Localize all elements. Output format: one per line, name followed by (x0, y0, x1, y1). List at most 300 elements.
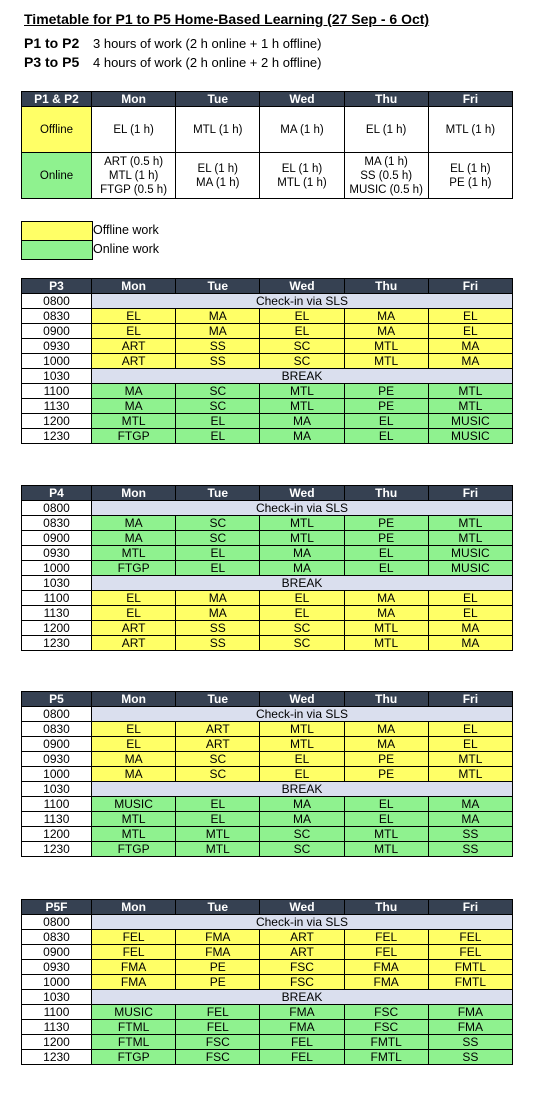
p1-p2-cell (176, 153, 260, 199)
subject-cell: FMTL (344, 1050, 428, 1065)
subject-cell: SC (176, 767, 260, 782)
subject-cell: FTGP (92, 429, 176, 444)
time-cell: 1130 (22, 1020, 92, 1035)
time-row (22, 737, 513, 752)
subject-cell: FEL (344, 930, 428, 945)
day-header: Fri (428, 692, 512, 707)
subject-cell: SS (176, 354, 260, 369)
subject-cell: MTL (92, 414, 176, 429)
subject-cell: MA (92, 752, 176, 767)
subject-cell: MA (344, 737, 428, 752)
subject-cell: EL (92, 722, 176, 737)
subject-cell: MTL (260, 531, 344, 546)
subject-cell: MA (260, 429, 344, 444)
subject-cell: EL (176, 561, 260, 576)
timetable-p3 (21, 278, 513, 444)
mode-label: Online (22, 153, 92, 199)
subject-cell: FMA (344, 960, 428, 975)
subject-line: PE (1 h) (449, 176, 492, 189)
subject-cell: ART (92, 339, 176, 354)
subject-cell: EL (92, 309, 176, 324)
subject-cell: PE (344, 399, 428, 414)
subject-cell: MA (92, 384, 176, 399)
subject-cell: FEL (260, 1035, 344, 1050)
p1-p2-cell (344, 153, 428, 199)
subject-cell: SC (260, 827, 344, 842)
time-cell: 1230 (22, 429, 92, 444)
subject-cell: SS (428, 1050, 512, 1065)
time-cell: 0830 (22, 722, 92, 737)
day-header: Mon (92, 279, 176, 294)
subject-cell: MTL (92, 812, 176, 827)
day-header: Fri (428, 900, 512, 915)
info-text: 4 hours of work (2 h online + 2 h offline) (93, 55, 322, 70)
time-row (22, 309, 513, 324)
p1-p2-row-online (22, 153, 513, 199)
subject-cell: EL (260, 767, 344, 782)
subject-cell: SS (428, 842, 512, 857)
subject-cell: ART (92, 636, 176, 651)
subject-cell: MTL (344, 842, 428, 857)
subject-cell: MA (176, 324, 260, 339)
subject-cell: FMA (92, 960, 176, 975)
subject-cell: FEL (92, 945, 176, 960)
subject-cell: MTL (260, 516, 344, 531)
day-header: Thu (344, 92, 428, 107)
time-row (22, 797, 513, 812)
day-header: Tue (176, 92, 260, 107)
time-row (22, 576, 513, 591)
subject-cell: MTL (344, 339, 428, 354)
subject-cell: FMA (260, 1020, 344, 1035)
subject-cell: MA (92, 399, 176, 414)
subject-cell: EL (92, 606, 176, 621)
subject-cell: SS (428, 827, 512, 842)
time-cell: 0930 (22, 339, 92, 354)
legend-label: Offline work (93, 223, 159, 237)
info-level: P1 to P2 (24, 35, 80, 51)
time-row (22, 384, 513, 399)
time-cell: 1030 (22, 369, 92, 384)
subject-cell: SC (260, 621, 344, 636)
time-row (22, 975, 513, 990)
day-header: Wed (260, 92, 344, 107)
timetable-p5 (21, 691, 513, 857)
subject-cell: FSC (176, 1035, 260, 1050)
p1-p2-header: P1 & P2 (22, 92, 92, 107)
subject-line: EL (1 h) (365, 123, 407, 136)
subject-cell: PE (344, 752, 428, 767)
level-header: P4 (22, 486, 92, 501)
time-row (22, 842, 513, 857)
time-cell: 1030 (22, 990, 92, 1005)
subject-cell: SC (176, 384, 260, 399)
time-cell: 1200 (22, 827, 92, 842)
subject-cell: FEL (344, 945, 428, 960)
time-cell: 0800 (22, 501, 92, 516)
subject-cell: EL (344, 429, 428, 444)
subject-cell: EL (260, 591, 344, 606)
time-cell: 1000 (22, 975, 92, 990)
subject-cell: ART (92, 621, 176, 636)
subject-cell: SC (176, 516, 260, 531)
subject-cell: MUSIC (92, 1005, 176, 1020)
subject-cell: MA (428, 354, 512, 369)
time-cell: 0930 (22, 546, 92, 561)
time-row (22, 930, 513, 945)
subject-cell: EL (176, 429, 260, 444)
subject-cell: MTL (176, 827, 260, 842)
time-row (22, 414, 513, 429)
subject-cell: EL (344, 812, 428, 827)
break-cell: BREAK (92, 782, 513, 797)
time-row (22, 1035, 513, 1050)
page-title: Timetable for P1 to P5 Home-Based Learning (27 Sep - 6 Oct) (24, 11, 430, 27)
day-header: Thu (344, 900, 428, 915)
subject-cell: MTL (428, 767, 512, 782)
subject-cell: FEL (260, 1050, 344, 1065)
subject-cell: EL (92, 737, 176, 752)
subject-cell: MTL (344, 827, 428, 842)
time-cell: 1130 (22, 812, 92, 827)
time-row (22, 945, 513, 960)
time-cell: 1230 (22, 842, 92, 857)
subject-cell: MA (344, 309, 428, 324)
timetable-p5f (21, 899, 513, 1065)
time-cell: 0930 (22, 960, 92, 975)
subject-cell: MA (344, 591, 428, 606)
subject-cell: MTL (260, 722, 344, 737)
subject-cell: FMTL (428, 960, 512, 975)
subject-cell: EL (428, 722, 512, 737)
level-header: P5F (22, 900, 92, 915)
day-header: Fri (428, 486, 512, 501)
subject-cell: MA (344, 722, 428, 737)
time-row (22, 501, 513, 516)
subject-cell: MA (260, 561, 344, 576)
subject-line: SS (0.5 h) (360, 169, 413, 182)
subject-cell: MA (176, 606, 260, 621)
time-cell: 0800 (22, 915, 92, 930)
time-row (22, 591, 513, 606)
subject-cell: MA (428, 797, 512, 812)
subject-cell: FTML (92, 1035, 176, 1050)
time-row (22, 767, 513, 782)
day-header: Wed (260, 692, 344, 707)
subject-cell: FMA (428, 1020, 512, 1035)
subject-cell: FMA (92, 975, 176, 990)
subject-cell: FMA (176, 945, 260, 960)
time-cell: 1000 (22, 767, 92, 782)
legend-label: Online work (93, 242, 159, 256)
info-line-p1-p2 (24, 35, 321, 51)
time-row (22, 915, 513, 930)
subject-cell: EL (260, 324, 344, 339)
check-in-cell: Check-in via SLS (92, 915, 513, 930)
subject-line: MUSIC (0.5 h) (349, 183, 423, 196)
subject-cell: PE (176, 975, 260, 990)
subject-cell: MA (428, 621, 512, 636)
subject-cell: MTL (92, 546, 176, 561)
time-row (22, 707, 513, 722)
subject-line: ART (0.5 h) (104, 155, 164, 168)
subject-cell: MA (176, 591, 260, 606)
time-cell: 0930 (22, 752, 92, 767)
time-cell: 0900 (22, 737, 92, 752)
subject-cell: MA (92, 767, 176, 782)
subject-cell: SS (176, 636, 260, 651)
subject-cell: PE (344, 531, 428, 546)
p1-p2-cell (428, 153, 512, 199)
subject-cell: EL (344, 546, 428, 561)
subject-cell: MA (260, 546, 344, 561)
subject-cell: SC (176, 752, 260, 767)
subject-cell: MUSIC (428, 429, 512, 444)
level-header: P3 (22, 279, 92, 294)
subject-cell: MA (92, 531, 176, 546)
subject-cell: FMA (260, 1005, 344, 1020)
p1-p2-cell (428, 107, 512, 153)
subject-cell: FMTL (344, 1035, 428, 1050)
subject-cell: SS (176, 339, 260, 354)
subject-cell: PE (176, 960, 260, 975)
time-row (22, 294, 513, 309)
time-row (22, 752, 513, 767)
subject-cell: FSC (176, 1050, 260, 1065)
subject-cell: EL (344, 414, 428, 429)
time-row (22, 722, 513, 737)
subject-cell: FMTL (428, 975, 512, 990)
subject-cell: ART (260, 945, 344, 960)
subject-line: EL (1 h) (281, 162, 323, 175)
subject-cell: MUSIC (428, 546, 512, 561)
subject-cell: EL (176, 812, 260, 827)
subject-cell: MA (260, 812, 344, 827)
day-header: Tue (176, 692, 260, 707)
day-header: Mon (92, 92, 176, 107)
time-cell: 1100 (22, 384, 92, 399)
subject-cell: ART (92, 354, 176, 369)
time-cell: 0830 (22, 516, 92, 531)
time-row (22, 369, 513, 384)
info-line-p3-p5 (24, 54, 321, 70)
subject-cell: FEL (92, 930, 176, 945)
subject-cell: FEL (428, 945, 512, 960)
time-cell: 0830 (22, 309, 92, 324)
subject-cell: MTL (176, 842, 260, 857)
subject-cell: MTL (428, 516, 512, 531)
subject-cell: EL (260, 752, 344, 767)
time-row (22, 606, 513, 621)
time-row (22, 561, 513, 576)
subject-cell: FEL (176, 1020, 260, 1035)
subject-cell: FEL (428, 930, 512, 945)
time-row (22, 1020, 513, 1035)
subject-cell: FTML (92, 1020, 176, 1035)
time-cell: 0830 (22, 930, 92, 945)
subject-cell: FTGP (92, 842, 176, 857)
subject-line: MTL (1 h) (193, 123, 243, 136)
p1-p2-weekly-table (21, 91, 513, 199)
p1-p2-cell (260, 153, 344, 199)
subject-cell: FMA (428, 1005, 512, 1020)
time-cell: 1200 (22, 621, 92, 636)
subject-cell: MA (428, 636, 512, 651)
p1-p2-row-offline (22, 107, 513, 153)
subject-cell: MA (344, 606, 428, 621)
subject-cell: SC (176, 399, 260, 414)
subject-cell: FSC (260, 960, 344, 975)
subject-cell: PE (344, 767, 428, 782)
day-header: Thu (344, 692, 428, 707)
subject-cell: EL (92, 591, 176, 606)
break-cell: BREAK (92, 576, 513, 591)
time-cell: 1130 (22, 606, 92, 621)
day-header: Thu (344, 486, 428, 501)
time-cell: 1000 (22, 354, 92, 369)
subject-cell: SS (428, 1035, 512, 1050)
mode-label: Offline (22, 107, 92, 153)
time-row (22, 324, 513, 339)
time-row (22, 429, 513, 444)
time-cell: 1130 (22, 399, 92, 414)
p1-p2-cell (176, 107, 260, 153)
subject-cell: SC (260, 842, 344, 857)
p1-p2-cell (344, 107, 428, 153)
subject-line: EL (1 h) (113, 123, 154, 136)
time-cell: 1200 (22, 1035, 92, 1050)
subject-cell: EL (428, 309, 512, 324)
subject-cell: EL (344, 797, 428, 812)
time-row (22, 1050, 513, 1065)
time-row (22, 960, 513, 975)
subject-line: EL (1 h) (197, 162, 239, 175)
subject-cell: MUSIC (428, 561, 512, 576)
level-header: P5 (22, 692, 92, 707)
day-header: Wed (260, 279, 344, 294)
subject-cell: MTL (344, 636, 428, 651)
check-in-cell: Check-in via SLS (92, 501, 513, 516)
subject-cell: EL (260, 309, 344, 324)
subject-cell: MTL (428, 531, 512, 546)
subject-cell: FMA (176, 930, 260, 945)
subject-line: MA (1 h) (364, 155, 408, 168)
day-header: Tue (176, 279, 260, 294)
time-row (22, 782, 513, 797)
subject-cell: SS (176, 621, 260, 636)
time-cell: 1200 (22, 414, 92, 429)
day-header: Mon (92, 486, 176, 501)
info-text: 3 hours of work (2 h online + 1 h offline) (93, 36, 322, 51)
info-level: P3 to P5 (24, 54, 80, 70)
time-row (22, 827, 513, 842)
subject-cell: EL (176, 414, 260, 429)
time-cell: 0900 (22, 945, 92, 960)
time-row (22, 990, 513, 1005)
time-cell: 1030 (22, 576, 92, 591)
subject-cell: EL (428, 606, 512, 621)
subject-cell: EL (92, 324, 176, 339)
day-header: Thu (344, 279, 428, 294)
subject-cell: MTL (428, 384, 512, 399)
subject-cell: MA (176, 309, 260, 324)
time-row (22, 531, 513, 546)
offline-swatch (21, 221, 93, 241)
p1-p2-cell (260, 107, 344, 153)
subject-line: MA (1 h) (196, 176, 240, 189)
subject-cell: FEL (176, 1005, 260, 1020)
day-header: Wed (260, 486, 344, 501)
time-row (22, 621, 513, 636)
subject-cell: SC (260, 339, 344, 354)
subject-cell: ART (260, 930, 344, 945)
time-cell: 0900 (22, 324, 92, 339)
break-cell: BREAK (92, 369, 513, 384)
subject-cell: EL (428, 737, 512, 752)
subject-cell: MTL (344, 621, 428, 636)
subject-cell: MTL (344, 354, 428, 369)
time-row (22, 399, 513, 414)
day-header: Fri (428, 279, 512, 294)
p1-p2-cell (92, 107, 176, 153)
subject-cell: EL (344, 561, 428, 576)
online-swatch (21, 240, 93, 260)
subject-cell: MA (344, 324, 428, 339)
subject-cell: FTGP (92, 1050, 176, 1065)
subject-cell: MTL (428, 752, 512, 767)
subject-cell: MTL (260, 737, 344, 752)
subject-cell: EL (176, 797, 260, 812)
subject-cell: MA (92, 516, 176, 531)
subject-line: FTGP (0.5 h) (100, 183, 168, 196)
subject-cell: FSC (260, 975, 344, 990)
check-in-cell: Check-in via SLS (92, 294, 513, 309)
subject-line: MTL (1 h) (445, 123, 496, 136)
time-cell: 1230 (22, 1050, 92, 1065)
subject-cell: MA (428, 339, 512, 354)
subject-cell: EL (260, 606, 344, 621)
subject-cell: PE (344, 384, 428, 399)
subject-cell: MTL (260, 384, 344, 399)
day-header: Mon (92, 692, 176, 707)
subject-cell: SC (176, 531, 260, 546)
time-cell: 1230 (22, 636, 92, 651)
subject-cell: MTL (428, 399, 512, 414)
day-header: Wed (260, 900, 344, 915)
time-cell: 1100 (22, 797, 92, 812)
subject-cell: ART (176, 737, 260, 752)
day-header: Fri (428, 92, 512, 107)
time-row (22, 636, 513, 651)
subject-cell: SC (260, 636, 344, 651)
subject-cell: MA (260, 414, 344, 429)
subject-cell: ART (176, 722, 260, 737)
subject-cell: FSC (344, 1005, 428, 1020)
subject-cell: MA (428, 812, 512, 827)
subject-cell: FTGP (92, 561, 176, 576)
subject-line: EL (1 h) (450, 162, 491, 175)
subject-line: MA (1 h) (280, 123, 324, 136)
time-cell: 1100 (22, 1005, 92, 1020)
check-in-cell: Check-in via SLS (92, 707, 513, 722)
day-header: Tue (176, 900, 260, 915)
time-row (22, 354, 513, 369)
time-cell: 1000 (22, 561, 92, 576)
time-row (22, 546, 513, 561)
time-cell: 0800 (22, 294, 92, 309)
subject-line: MTL (1 h) (108, 169, 159, 182)
time-row (22, 516, 513, 531)
